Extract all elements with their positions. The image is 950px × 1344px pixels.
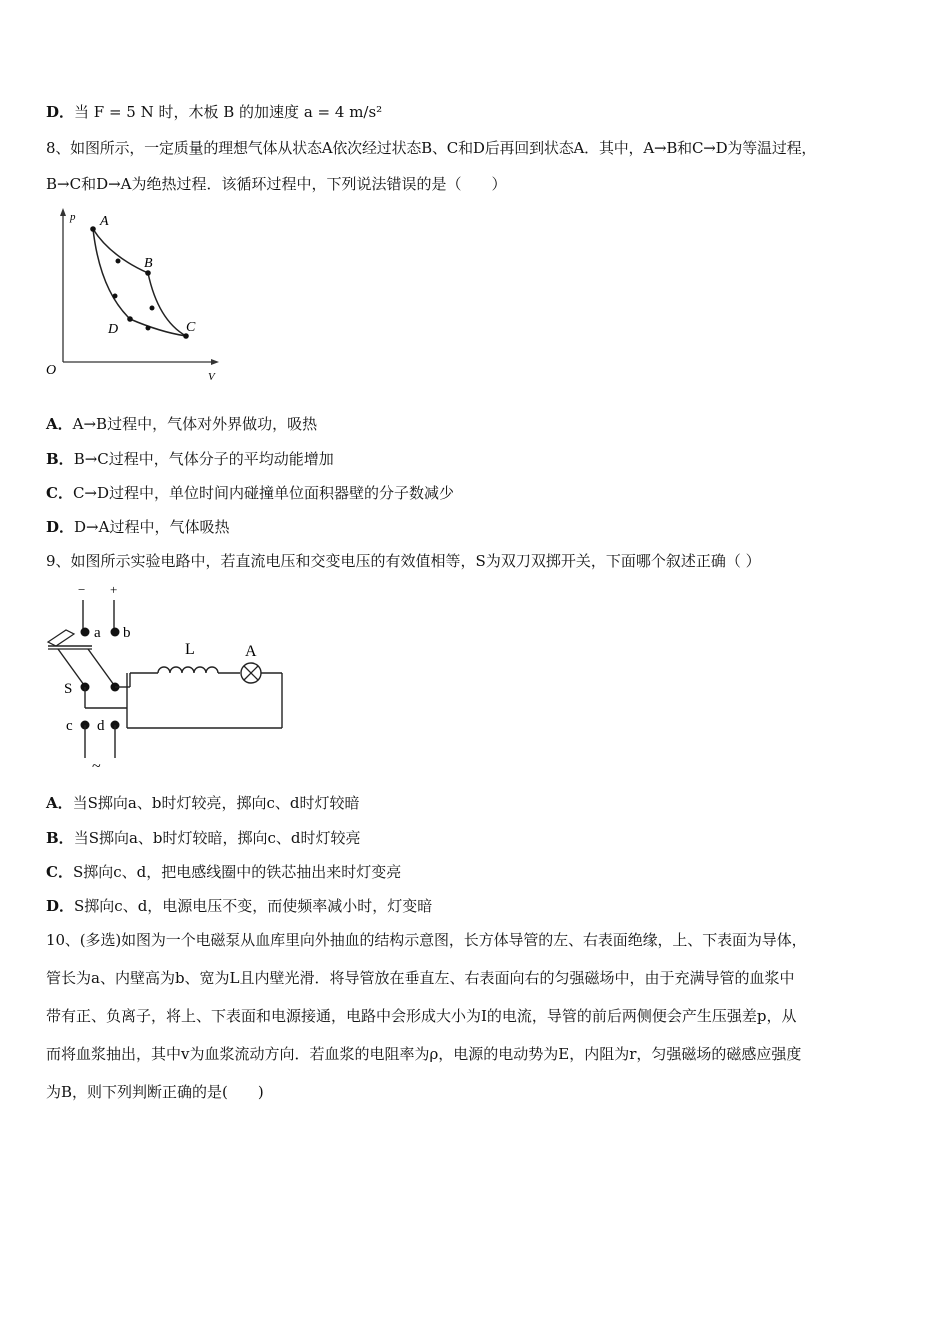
q9-option-a-text: 当S掷向a、b时灯较亮，掷向c、d时灯较暗 (72, 794, 360, 812)
minus-label: − (78, 582, 86, 597)
q9-option-d (46, 896, 432, 916)
v-axis-arrow-icon (211, 359, 219, 365)
inductor-coil (158, 667, 218, 673)
q8-option-a-text: A→B过程中，气体对外界做功，吸热 (72, 415, 318, 433)
switch-handle (48, 630, 74, 646)
label-lamp: A (245, 643, 257, 660)
p-axis-arrow-icon (60, 208, 66, 216)
q9-option-a (46, 793, 359, 813)
plus-label: + (110, 582, 118, 597)
label-c: c (66, 718, 73, 734)
circuit-diagram (40, 580, 300, 779)
q7-option-d-label: D． (46, 103, 75, 121)
contact-b (111, 628, 120, 637)
v-axis-label: V (208, 371, 215, 383)
q9-option-b-label: B． (46, 829, 74, 847)
q9-option-c-label: C． (46, 863, 73, 881)
point-bc-mid (150, 306, 155, 311)
q9-option-b (46, 828, 361, 848)
q7-option-d-text: 当 F = 5 N 时，木板 B 的加速度 a = 4 m/s² (74, 103, 383, 121)
q8-option-d-label: D． (46, 518, 75, 536)
curve-c-d (130, 319, 186, 336)
point-da-mid (146, 326, 151, 331)
label-a: A (100, 214, 109, 229)
label-c: C (186, 320, 196, 335)
pv-diagram (40, 200, 230, 394)
origin-label: O (46, 363, 57, 378)
point-b (145, 270, 151, 276)
point-ab-mid (116, 259, 121, 264)
q9-option-b-text: 当S掷向a、b时灯较暗，掷向c、d时灯较亮 (73, 829, 361, 847)
q9-option-c-text: S掷向c、d，把电感线圈中的铁芯抽出来时灯变亮 (72, 863, 402, 881)
q9-option-c (46, 862, 401, 882)
label-a: a (94, 625, 101, 641)
q7-option-d (46, 102, 382, 122)
q8-option-c-label: C． (46, 484, 73, 502)
q8-option-d-text: D→A过程中，气体吸热 (74, 518, 230, 536)
label-d: D (108, 322, 119, 337)
label-b: B (144, 256, 153, 271)
curve-b-c (148, 273, 186, 336)
q10-line-2: 管长为a、内壁高为b、宽为L且内壁光滑．将导管放在垂直左、右表面向右的匀强磁场中，由于充满导管的血浆中 (46, 969, 795, 987)
q10-line-5: 为B，则下列判断正确的是( ) (46, 1083, 264, 1101)
ac-label: ~ (92, 758, 101, 775)
switch-blade-1 (58, 649, 84, 685)
point-d (127, 316, 133, 322)
q8-option-b (46, 449, 334, 469)
point-a (90, 226, 96, 232)
q9-stem: 9、如图所示实验电路中，若直流电压和交变电压的有效值相等，S为双刀双掷开关，下面哪个叙述正确（ ） (46, 552, 761, 570)
label-inductor: L (185, 641, 195, 658)
q8-option-b-text: B→C过程中，气体分子的平均动能增加 (73, 450, 334, 468)
contact-a (81, 628, 90, 637)
q9-option-a-label: A． (46, 794, 73, 812)
curve-d-a (93, 229, 130, 319)
q8-option-a-label: A． (46, 415, 73, 433)
q8-option-c (46, 483, 454, 503)
curve-a-b (93, 229, 148, 273)
label-d: d (97, 718, 105, 734)
point-cd-mid (113, 294, 118, 299)
p-axis-label: p (70, 211, 76, 223)
q8-stem-line1: 8、如图所示，一定质量的理想气体从状态A依次经过状态B、C和D后再回到状态A．其中，A→B和C→D为等温过程， (46, 139, 817, 157)
q10-line-3: 带有正、负离子，将上、下表面和电源接通，电路中会形成大小为I的电流，导管的前后两侧便会产生压强差p，从 (46, 1007, 797, 1025)
q9-option-d-text: S掷向c、d，电源电压不变，而使频率减小时，灯变暗 (74, 897, 433, 915)
q8-option-d (46, 517, 229, 537)
q8-option-a (46, 414, 317, 434)
label-b: b (123, 625, 131, 641)
q10-line-1: 10、(多选)如图为一个电磁泵从血库里向外抽血的结构示意图，长方体导管的左、右表面绝缘，上、下表面为导体， (46, 931, 807, 949)
q9-option-d-label: D． (46, 897, 75, 915)
q8-stem-line2: B→C和D→A为绝热过程．该循环过程中，下列说法错误的是（ ） (46, 175, 507, 193)
switch-blade-2 (88, 649, 114, 685)
q8-option-c-text: C→D过程中，单位时间内碰撞单位面积器壁的分子数减少 (72, 484, 455, 502)
q8-option-b-label: B． (46, 450, 74, 468)
label-s: S (64, 681, 73, 697)
q10-line-4: 而将血浆抽出，其中v为血浆流动方向．若血浆的电阻率为ρ，电源的电动势为E，内阻为r，匀强磁场的磁感应强度 (46, 1045, 802, 1063)
